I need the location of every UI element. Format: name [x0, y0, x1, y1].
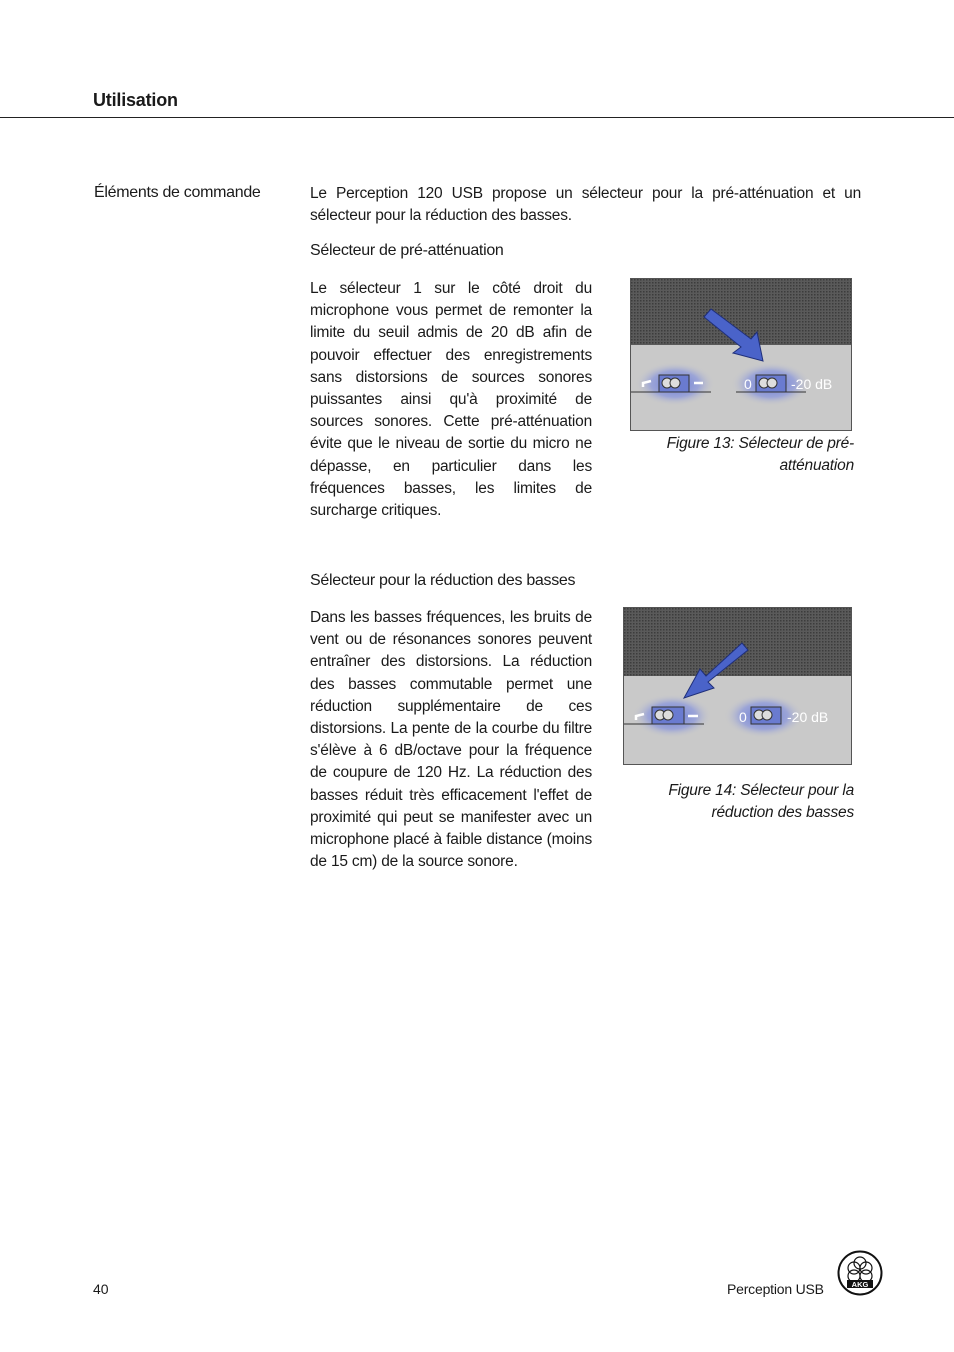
page-number: 40 [93, 1281, 109, 1297]
pre-attenuation-switch-illustration [631, 279, 851, 430]
bass-cut-switch-illustration [624, 608, 851, 764]
figure-14-caption: Figure 14: Sélecteur pour la réduction des basses [668, 782, 854, 821]
svg-text:AKG: AKG [851, 1280, 869, 1289]
figure-pre-attenuation [630, 278, 852, 431]
footer-product-name: Perception USB [727, 1281, 824, 1297]
figure-bass-cut [623, 607, 852, 765]
section-heading: Éléments de commande [94, 184, 261, 201]
microphone-grille [624, 608, 851, 676]
page-title: Utilisation [93, 90, 178, 110]
pad-label-zero: 0 [744, 376, 752, 392]
pre-attenuation-text: Le sélecteur 1 sur le côté droit du microphone vous permet de remonter la limite du seuil admis de 20 dB afin de pouvoir effectuer des enregistrements sans distorsions de sources sonores puissantes ainsi qu'à proximité de sources sonores. Cette pré-atténuation évite que le niveau de sortie du micro ne dépasse, en particulier dans les fréquences basses, les limites de surcharge critiques. [310, 280, 592, 520]
akg-logo-icon [837, 1250, 883, 1296]
pad-label-zero: 0 [739, 709, 747, 725]
bass-cut-heading: Sélecteur pour la réduction des basses [310, 572, 576, 589]
bass-cut-text: Dans les basses fréquences, les bruits de vent ou de résonances sonores peuvent entraîner des distorsions. La réduction des basses commutable permet une réduction supplémentaire de ces distorsions. La pente de la courbe du filtre s'élève à 6 dB/octave pour la fréquence de coupure de 120 Hz. La réduction des basses réduit très efficacement l'effet de proximité qui peut se manifester avec un microphone placé à faible distance (moins de 15 cm) de la source sonore. [310, 609, 592, 871]
pre-attenuation-heading: Sélecteur de pré-atténuation [310, 242, 504, 259]
figure-13-caption: Figure 13: Sélecteur de pré-atténuation [666, 435, 854, 474]
pad-label-minus20: -20 dB [787, 709, 829, 725]
section-intro: Le Perception 120 USB propose un sélecteur pour la pré-atténuation et un sélecteur pour la réduction des basses. [310, 185, 861, 225]
header-divider [0, 117, 954, 118]
pad-label-minus20: -20 dB [791, 376, 833, 392]
